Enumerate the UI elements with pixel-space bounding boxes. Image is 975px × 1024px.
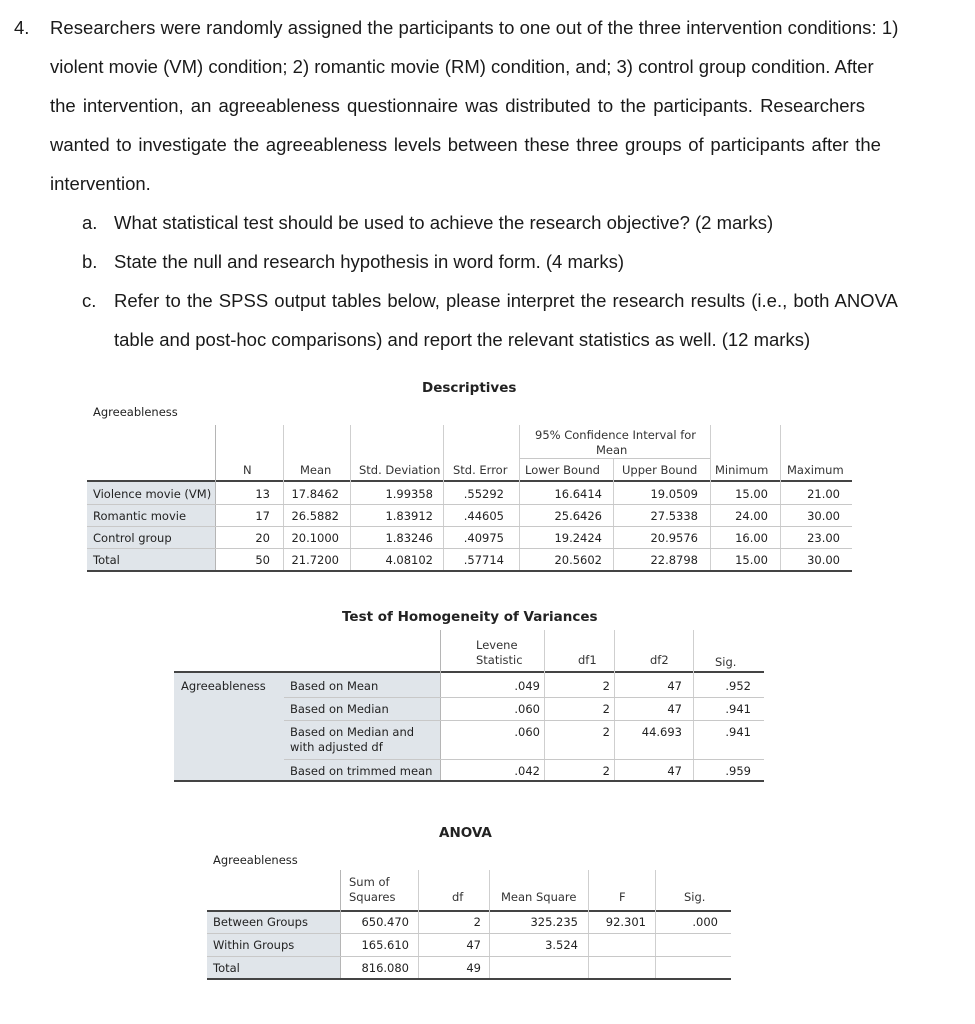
cell-levene: .049 <box>514 679 540 693</box>
col-upper-bound: Upper Bound <box>622 463 698 477</box>
row-label: Violence movie (VM) <box>93 487 212 501</box>
cell-std-deviation: 4.08102 <box>385 553 433 567</box>
cell-n: 50 <box>255 553 270 567</box>
cell-minimum: 16.00 <box>735 531 768 545</box>
cell-levene: .060 <box>514 702 540 716</box>
cell-levene: .042 <box>514 764 540 778</box>
cell-df2: 47 <box>667 702 682 716</box>
cell-lower-bound: 19.2424 <box>554 531 602 545</box>
row-label-trimmed-mean: Based on trimmed mean <box>290 764 433 778</box>
cell-minimum: 24.00 <box>735 509 768 523</box>
part-c-label: c. <box>82 290 97 311</box>
part-a-text: What statistical test should be used to achieve the research objective? (2 marks) <box>114 212 774 233</box>
row-label: Romantic movie <box>93 509 187 523</box>
cell-minimum: 15.00 <box>735 487 768 501</box>
cell-lower-bound: 16.6414 <box>554 487 602 501</box>
cell-std-error: .40975 <box>463 531 504 545</box>
col-f: F <box>619 890 626 904</box>
cell-sig: .959 <box>725 764 751 778</box>
col-minimum: Minimum <box>715 463 769 477</box>
cell-mean: 21.7200 <box>291 553 339 567</box>
row-label-median-adjusted: Based on Median and <box>290 725 415 739</box>
cell-ss: 165.610 <box>361 938 409 952</box>
question-line-1: Researchers were randomly assigned the participants to one out of the three intervention conditions: 1) <box>50 17 899 38</box>
cell-n: 20 <box>255 531 270 545</box>
col-lower-bound: Lower Bound <box>525 463 600 477</box>
cell-levene: .060 <box>514 725 540 739</box>
col-df2: df2 <box>650 653 669 667</box>
row-label-between-groups: Between Groups <box>213 915 308 929</box>
cell-mean: 17.8462 <box>291 487 339 501</box>
col-df: df <box>452 890 464 904</box>
cell-std-error: .57714 <box>463 553 504 567</box>
cell-lower-bound: 20.5602 <box>554 553 602 567</box>
col-levene-2: Statistic <box>476 653 523 667</box>
anova-variable: Agreeableness <box>213 853 298 867</box>
cell-maximum: 30.00 <box>807 509 840 523</box>
cell-maximum: 30.00 <box>807 553 840 567</box>
question-line-2: violent movie (VM) condition; 2) romantic movie (RM) condition, and; 3) control group condition. After <box>50 56 874 77</box>
cell-df1: 2 <box>602 725 610 739</box>
part-c-text: Refer to the SPSS output tables below, please interpret the research results (i.e., both ANOVA <box>114 290 898 311</box>
cell-upper-bound: 20.9576 <box>650 531 698 545</box>
ci-header-2: Mean <box>596 443 628 457</box>
part-b-text: State the null and research hypothesis in word form. (4 marks) <box>114 251 625 272</box>
col-levene: Levene <box>476 638 518 652</box>
homogeneity-variable: Agreeableness <box>181 679 266 693</box>
ci-header: 95% Confidence Interval for <box>535 428 697 442</box>
descriptives-variable: Agreeableness <box>93 405 178 419</box>
cell-sig: .941 <box>725 702 751 716</box>
row-label-based-on-mean: Based on Mean <box>290 679 379 693</box>
cell-df2: 47 <box>667 764 682 778</box>
col-maximum: Maximum <box>787 463 844 477</box>
row-label-median-adjusted-2: with adjusted df <box>290 740 383 754</box>
cell-df: 49 <box>466 961 481 975</box>
cell-mean-square: 3.524 <box>545 938 578 952</box>
col-sig: Sig. <box>715 655 737 669</box>
anova-title: ANOVA <box>439 825 492 841</box>
cell-df: 47 <box>466 938 481 952</box>
part-b-label: b. <box>82 251 98 272</box>
row-label-total: Total <box>213 961 240 975</box>
cell-upper-bound: 27.5338 <box>650 509 698 523</box>
cell-df2: 47 <box>667 679 682 693</box>
cell-lower-bound: 25.6426 <box>554 509 602 523</box>
cell-ss: 650.470 <box>361 915 409 929</box>
cell-df2: 44.693 <box>641 725 682 739</box>
col-n: N <box>243 463 252 477</box>
cell-std-error: .55292 <box>463 487 504 501</box>
row-label: Total <box>93 553 120 567</box>
homogeneity-title: Test of Homogeneity of Variances <box>342 609 598 625</box>
cell-upper-bound: 22.8798 <box>650 553 698 567</box>
col-mean: Mean <box>300 463 332 477</box>
cell-n: 17 <box>255 509 270 523</box>
col-std-deviation: Std. Deviation <box>359 463 441 477</box>
row-label: Control group <box>93 531 172 545</box>
part-a-label: a. <box>82 212 98 233</box>
col-mean-square: Mean Square <box>501 890 577 904</box>
cell-df: 2 <box>473 915 481 929</box>
cell-sig: .941 <box>725 725 751 739</box>
cell-n: 13 <box>255 487 270 501</box>
question-line-3: the intervention, an agreeableness questionnaire was distributed to the participants. Researchers <box>50 95 865 116</box>
cell-mean: 26.5882 <box>291 509 339 523</box>
col-ss: Sum of <box>349 875 390 889</box>
col-std-error: Std. Error <box>453 463 508 477</box>
cell-f: 92.301 <box>605 915 646 929</box>
col-sig: Sig. <box>684 890 706 904</box>
cell-std-deviation: 1.99358 <box>385 487 433 501</box>
question-line-5: intervention. <box>50 173 151 194</box>
row-label-within-groups: Within Groups <box>213 938 295 952</box>
cell-df1: 2 <box>602 764 610 778</box>
cell-maximum: 21.00 <box>807 487 840 501</box>
cell-sig: .952 <box>725 679 751 693</box>
cell-mean-square: 325.235 <box>530 915 578 929</box>
cell-df1: 2 <box>602 679 610 693</box>
cell-std-error: .44605 <box>463 509 504 523</box>
row-label-based-on-median: Based on Median <box>290 702 389 716</box>
cell-df1: 2 <box>602 702 610 716</box>
cell-mean: 20.1000 <box>291 531 339 545</box>
descriptives-title: Descriptives <box>422 380 517 396</box>
cell-std-deviation: 1.83912 <box>385 509 433 523</box>
cell-ss: 816.080 <box>361 961 409 975</box>
cell-minimum: 15.00 <box>735 553 768 567</box>
question-line-4: wanted to investigate the agreeableness levels between these three groups of participants after the <box>50 134 881 155</box>
cell-std-deviation: 1.83246 <box>385 531 433 545</box>
cell-sig: .000 <box>692 915 718 929</box>
col-ss-2: Squares <box>349 890 396 904</box>
col-df1: df1 <box>578 653 597 667</box>
cell-upper-bound: 19.0509 <box>650 487 698 501</box>
question-number: 4. <box>14 17 30 38</box>
part-c-text-2: table and post-hoc comparisons) and report the relevant statistics as well. (12 marks) <box>114 329 811 350</box>
cell-maximum: 23.00 <box>807 531 840 545</box>
